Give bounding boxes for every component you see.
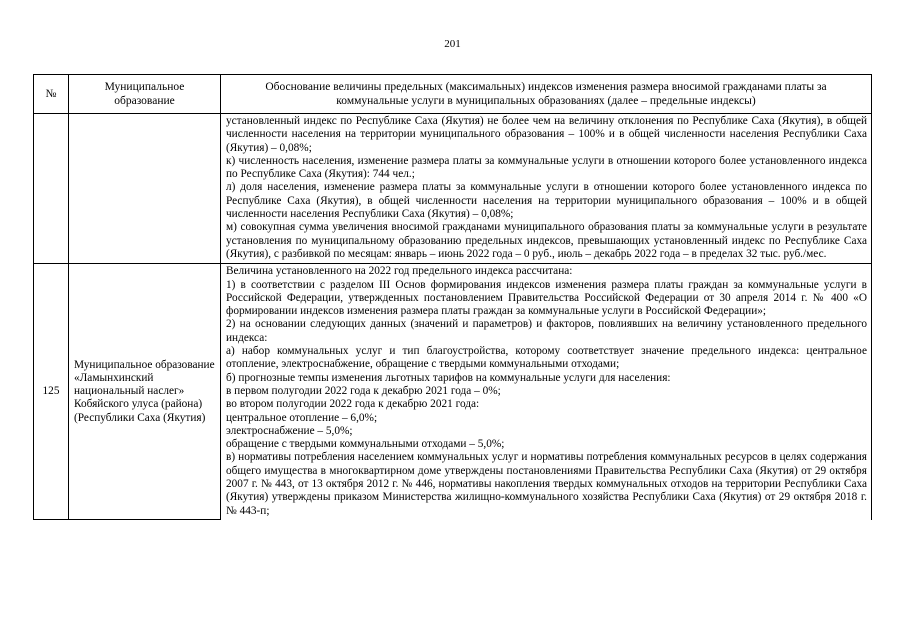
page-number: 201 xyxy=(444,38,461,50)
indices-table xyxy=(33,74,872,520)
row-continuation-municipality xyxy=(69,114,221,264)
paragraph: электроснабжение – 5,0%; xyxy=(226,424,353,437)
paragraph: к) численность населения, изменение размера платы за коммунальные услуги в отношении которого более установленного индекса по Республике Саха (Якутия): 744 чел.; xyxy=(226,154,867,181)
paragraph: Величина установленного на 2022 год предельного индекса рассчитана: xyxy=(226,265,573,278)
paragraph: 1) в соответствии с разделом III Основ формирования индексов изменения размера платы граждан за коммунальные услуги в Российской Федерации, утвержденных постановлением Правительства Российской Федерации от 30 апреля 2014 г. № 400 «О формировании индексов изменения размера платы граждан за коммунальные услуги в Российской Федерации»; xyxy=(226,278,867,318)
header-justification: Обоснование величины предельных (максимальных) индексов изменения размера вносимой гражданами платы за коммунальные услуги в муниципальных образованиях (далее – предельные индексы) xyxy=(221,75,872,114)
paragraph: а) набор коммунальных услуг и тип благоустройства, которому соответствует значение предельного индекса: центральное отопление, электроснабжение, обращение с твердыми коммунальными отходами; xyxy=(226,345,867,371)
row-continuation-justification xyxy=(221,114,872,264)
paragraph: 2) на основании следующих данных (значений и параметров) и факторов, повлиявших на величину установленного предельного индекса: xyxy=(226,318,867,344)
paragraph: б) прогнозные темпы изменения льготных тарифов на коммунальные услуги для населения: xyxy=(226,371,671,384)
row-125-justification xyxy=(221,264,872,520)
paragraph: в) нормативы потребления населением коммунальных услуг и нормативы потребления коммунальных ресурсов в целях содержания общего имущества в многоквартирном доме утверждены постановлениями Правительства Республики Саха (Якутия) от 29 октября 2007 г. № 443, от 13 октября 2012 г. № 446, нормативы накопления твердых коммунальных отходов на территории Республики Саха (Якутия) утверждены приказом Министерства жилищно-коммунального хозяйства Республики Саха (Якутия) от 29 октября 2018 г. № 443-п; xyxy=(226,451,867,517)
header-number: № xyxy=(34,75,69,114)
paragraph: в первом полугодии 2022 года к декабрю 2021 года – 0%; xyxy=(226,384,501,397)
paragraph: м) совокупная сумма увеличения вносимой гражданами муниципального образования платы за коммунальные услуги в результате установления по муниципальному образованию предельных индексов, превышающих установленный индекс по Республике Саха (Якутия), с разбивкой по месяцам: январь – июнь 2022 года – 0 руб., июль – декабрь 2022 года – в пределах 32 тыс. руб./мес. xyxy=(226,221,867,260)
paragraph: обращение с твердыми коммунальными отходами – 5,0%; xyxy=(226,438,505,451)
header-municipality: Муниципальное образование xyxy=(69,75,221,114)
row-125-number: 125 xyxy=(34,264,69,520)
row-continuation-number xyxy=(34,114,69,264)
paragraph: л) доля населения, изменение размера платы за коммунальные услуги в отношении которого более установленного индекса по Республике Саха (Якутия), в общей численности населения на территории муниципального образования – 100% и в общей численности населения Республики Саха (Якутия) – 0,08%; xyxy=(226,181,867,221)
table-row-continuation xyxy=(34,114,872,264)
table-header-row xyxy=(34,75,872,114)
table-row-125 xyxy=(34,264,872,520)
paragraph: центральное отопление – 6,0%; xyxy=(226,411,378,424)
paragraph: во втором полугодии 2022 года к декабрю 2021 года: xyxy=(226,398,480,411)
row-125-municipality: Муниципальное образование «Ламынхинский национальный наслег» Кобяйского улуса (района) (Республики Саха (Якутия) xyxy=(69,264,221,520)
paragraph: установленный индекс по Республике Саха (Якутия) не более чем на величину отклонения по Республике Саха (Якутия), в общей численности населения на территории муниципального образования – 100% и в общей численности населения Республики Саха (Якутия) – 0,08%; xyxy=(226,115,867,154)
